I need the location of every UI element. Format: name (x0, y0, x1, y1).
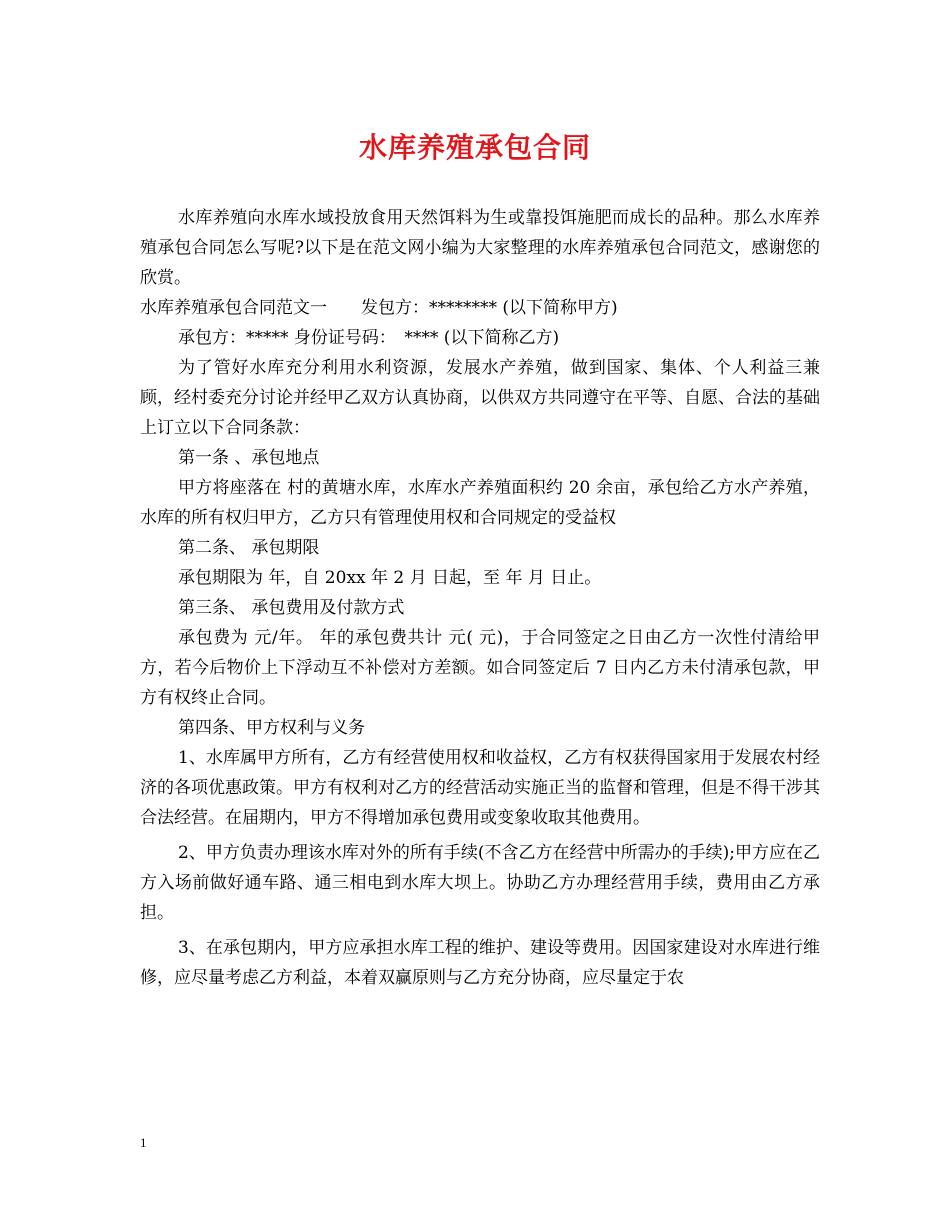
document-title: 水库养殖承包合同 (358, 131, 591, 164)
article-4-item-1: 1、水库属甲方所有，乙方有经营使用权和收益权，乙方有权获得国家用于发展农村经济的各项优惠政策。甲方有权利对乙方的经营活动实施正当的监督和管理，但是不得干涉其合法经营。在届期内，甲方不得增加承包费用或变象收取其他费用。 (140, 748, 820, 828)
article-3-body: 承包费为 元/年。 年的承包费共计 元( 元)，于合同签定之日由乙方一次性付清给甲方，若今后物价上下浮动互不补偿对方差额。如合同签定后 7 日内乙方未付清承包款，甲方有权终止合同。 (140, 628, 820, 708)
paragraph-preamble: 为了管好水库充分利用水利资源，发展水产养殖，做到国家、集体、个人利益三兼顾，经村委充分讨论并经甲乙双方认真协商，以供双方共同遵守在平等、自愿、合法的基础上订立以下合同条款： (140, 358, 820, 438)
paragraph-intro: 水库养殖向水库水域投放食用天然饵料为生或靠投饵施肥而成长的品种。那么水库养殖承包合同怎么写呢?以下是在范文网小编为大家整理的水库养殖承包合同范文，感谢您的欣赏。 (140, 208, 820, 288)
article-4-item-3: 3、在承包期内，甲方应承担水库工程的维护、建设等费用。因国家建设对水库进行维修，应尽量考虑乙方利益，本着双赢原则与乙方充分协商，应尽量定于农 (140, 938, 820, 988)
article-1-heading: 第一条 、承包地点 (178, 448, 320, 468)
article-3-heading: 第三条、 承包费用及付款方式 (178, 598, 405, 618)
paragraph-contractor: 承包方：***** 身份证号码： **** (以下简称乙方) (178, 328, 560, 348)
document-body (140, 203, 820, 993)
article-2-heading: 第二条、 承包期限 (178, 538, 320, 558)
article-2-body: 承包期限为 年，自 20xx 年 2 月 日起，至 年 月 日止。 (178, 568, 602, 588)
article-1-body: 甲方将座落在 村的黄塘水库，水库水产养殖面积约 20 余亩，承包给乙方水产养殖，水库的所有权归甲方，乙方只有管理使用权和合同规定的受益权 (140, 478, 820, 528)
article-4-item-2: 2、甲方负责办理该水库对外的所有手续(不含乙方在经营中所需办的手续);甲方应在乙方入场前做好通车路、通三相电到水库大坝上。协助乙方办理经营用手续，费用由乙方承担。 (140, 843, 820, 923)
paragraph-contract-heading: 水库养殖承包合同范文一 发包方：******** (以下简称甲方) (140, 298, 618, 318)
page-number: 1 (140, 1135, 147, 1150)
article-4-heading: 第四条、甲方权利与义务 (178, 718, 365, 738)
